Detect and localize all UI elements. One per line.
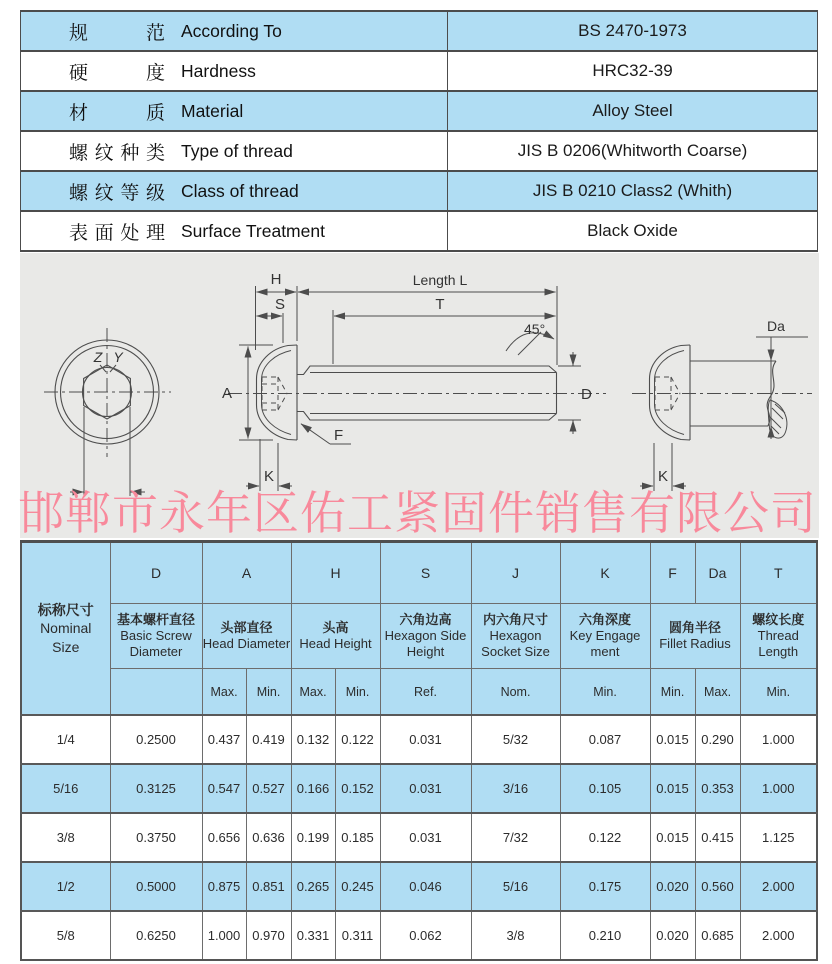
- dim-value-cell: 0.3750: [110, 813, 202, 862]
- dim-data-row: [21, 911, 817, 960]
- spec-row: [21, 211, 818, 251]
- dim-value-cell: 0.046: [380, 862, 471, 911]
- spec-label-cn: 螺纹等级: [69, 182, 165, 204]
- sub-a-min: Min.: [246, 669, 291, 716]
- dim-table-body: [21, 715, 817, 960]
- desc-s: 六角边高 Hexagon Side Height: [380, 604, 471, 669]
- dim-value-cell: 0.087: [560, 715, 650, 764]
- dim-value-cell: 0.6250: [110, 911, 202, 960]
- sub-header-row: [21, 669, 817, 716]
- dim-value-cell: 0.875: [202, 862, 246, 911]
- spec-label-en: Hardness: [181, 60, 256, 81]
- spec-row: [21, 131, 818, 171]
- dim-value-cell: 0.290: [695, 715, 740, 764]
- dim-value-cell: 0.2500: [110, 715, 202, 764]
- dim-value-cell: 0.685: [695, 911, 740, 960]
- spec-row: [21, 11, 818, 51]
- dim-value-cell: 0.199: [291, 813, 335, 862]
- dim-value-cell: 0.311: [335, 911, 380, 960]
- sub-s-ref: Ref.: [380, 669, 471, 716]
- dim-value-cell: 0.031: [380, 715, 471, 764]
- sub-t-min: Min.: [740, 669, 817, 716]
- dim-nominal-cell: 1/2: [21, 862, 110, 911]
- spec-label-en: Type of thread: [181, 140, 293, 161]
- col-letter-t: T: [740, 542, 817, 604]
- dim-value-cell: 0.437: [202, 715, 246, 764]
- dim-value-cell: 0.331: [291, 911, 335, 960]
- dim-nominal-cell: 5/8: [21, 911, 110, 960]
- dim-value-cell: 1.000: [740, 764, 817, 813]
- spec-value: Black Oxide: [448, 211, 818, 251]
- spec-label-cell: [21, 11, 448, 51]
- spec-table-body: [21, 11, 818, 251]
- spec-label-cn: 表面处理: [69, 222, 165, 244]
- spec-label-en: According To: [181, 20, 282, 41]
- dim-value-cell: 0.132: [291, 715, 335, 764]
- dim-value-cell: 0.015: [650, 715, 695, 764]
- spec-row: [21, 91, 818, 131]
- col-letter-a: A: [202, 542, 291, 604]
- k-dim-label: K: [263, 468, 275, 485]
- spec-value: BS 2470-1973: [448, 11, 818, 51]
- desc-t: 螺纹长度 Thread Length: [740, 604, 817, 669]
- k-side-dim-label: K: [657, 468, 669, 485]
- dim-value-cell: 1.000: [740, 715, 817, 764]
- h-dim-label: H: [270, 271, 282, 288]
- dim-value-cell: 0.031: [380, 764, 471, 813]
- spec-value: Alloy Steel: [448, 91, 818, 131]
- dim-value-cell: 2.000: [740, 911, 817, 960]
- dim-value-cell: 0.265: [291, 862, 335, 911]
- dim-data-row: [21, 764, 817, 813]
- desc-f-da: 圆角半径 Fillet Radius: [650, 604, 740, 669]
- end-view: [632, 318, 812, 491]
- spec-label-cell: [21, 51, 448, 91]
- col-letter-d: D: [110, 542, 202, 604]
- letter-row: [21, 542, 817, 604]
- dim-data-row: [21, 813, 817, 862]
- nominal-en-line2: Size: [52, 638, 80, 655]
- dim-nominal-cell: 1/4: [21, 715, 110, 764]
- spec-label-en: Surface Treatment: [181, 220, 325, 241]
- spec-label-cn: 硬度: [69, 62, 165, 84]
- dim-value-cell: 2.000: [740, 862, 817, 911]
- z-label: Z: [93, 349, 103, 365]
- sub-d: [110, 669, 202, 716]
- desc-k: 六角深度 Key Engage ment: [560, 604, 650, 669]
- col-letter-h: H: [291, 542, 380, 604]
- dim-value-cell: 0.560: [695, 862, 740, 911]
- t-dim-label: T: [435, 296, 445, 313]
- dimension-table: [20, 540, 818, 961]
- sub-f-min: Min.: [650, 669, 695, 716]
- deg45-label: 45°: [524, 321, 546, 337]
- dim-nominal-cell: 3/8: [21, 813, 110, 862]
- dim-value-cell: 0.105: [560, 764, 650, 813]
- dim-value-cell: 0.970: [246, 911, 291, 960]
- dim-value-cell: 5/32: [471, 715, 560, 764]
- sub-j-nom: Nom.: [471, 669, 560, 716]
- dim-value-cell: 0.245: [335, 862, 380, 911]
- dim-value-cell: 7/32: [471, 813, 560, 862]
- d-dim-label: D: [581, 386, 592, 403]
- sub-a-max: Max.: [202, 669, 246, 716]
- dim-value-cell: 0.185: [335, 813, 380, 862]
- spec-label-cn: 螺纹种类: [69, 142, 165, 164]
- dim-value-cell: 0.166: [291, 764, 335, 813]
- dim-value-cell: 0.015: [650, 764, 695, 813]
- dim-value-cell: 5/16: [471, 862, 560, 911]
- spec-label-cn: 规范: [69, 22, 165, 44]
- dim-value-cell: 0.062: [380, 911, 471, 960]
- dim-value-cell: 0.122: [335, 715, 380, 764]
- spec-label-en: Material: [181, 100, 244, 121]
- dim-value-cell: 0.353: [695, 764, 740, 813]
- spec-label-cell: [21, 171, 448, 211]
- desc-d: 基本螺杆直径 Basic Screw Diameter: [110, 604, 202, 669]
- dim-value-cell: 0.5000: [110, 862, 202, 911]
- dim-value-cell: 0.152: [335, 764, 380, 813]
- s-dim-label: S: [274, 296, 286, 313]
- desc-a: 头部直径 Head Diameter: [202, 604, 291, 669]
- spec-label-cell: [21, 91, 448, 131]
- da-dim-label: Da: [767, 318, 785, 334]
- dim-value-cell: 0.656: [202, 813, 246, 862]
- dim-data-row: [21, 715, 817, 764]
- dim-value-cell: 3/16: [471, 764, 560, 813]
- dim-value-cell: 1.125: [740, 813, 817, 862]
- watermark-text: 邯郸市永年区佑工紧固件销售有限公司: [18, 487, 817, 539]
- length-l-label: Length L: [412, 272, 468, 288]
- dim-value-cell: 0.3125: [110, 764, 202, 813]
- nominal-size-header: [21, 542, 110, 716]
- spec-value: HRC32-39: [448, 51, 818, 91]
- dim-nominal-cell: 5/16: [21, 764, 110, 813]
- desc-h: 头高 Head Height: [291, 604, 380, 669]
- dim-data-row: [21, 862, 817, 911]
- dim-value-cell: 0.020: [650, 862, 695, 911]
- spec-table: [20, 10, 818, 252]
- dim-value-cell: 3/8: [471, 911, 560, 960]
- spec-label-cell: [21, 131, 448, 171]
- front-view: [44, 328, 171, 496]
- dim-table-header: [21, 542, 817, 716]
- col-letter-k: K: [560, 542, 650, 604]
- f-dim-label: F: [334, 427, 344, 444]
- dim-value-cell: 0.851: [246, 862, 291, 911]
- dim-value-cell: 0.210: [560, 911, 650, 960]
- col-letter-j: J: [471, 542, 560, 604]
- sub-h-min: Min.: [335, 669, 380, 716]
- spec-label-cn: 材质: [69, 102, 165, 124]
- col-letter-s: S: [380, 542, 471, 604]
- dim-value-cell: 1.000: [202, 911, 246, 960]
- dim-value-cell: 0.015: [650, 813, 695, 862]
- dim-value-cell: 0.175: [560, 862, 650, 911]
- dim-value-cell: 0.419: [246, 715, 291, 764]
- spec-row: [21, 51, 818, 91]
- a-dim-label: A: [221, 385, 233, 402]
- sub-da-max: Max.: [695, 669, 740, 716]
- nominal-en-line1: Nominal: [40, 620, 92, 637]
- spec-label-cell: [21, 211, 448, 251]
- sub-h-max: Max.: [291, 669, 335, 716]
- spec-value: JIS B 0210 Class2 (Whith): [448, 171, 818, 211]
- y-label: Y: [113, 349, 123, 365]
- col-letter-da: Da: [695, 542, 740, 604]
- side-view: [222, 271, 606, 491]
- dim-value-cell: 0.415: [695, 813, 740, 862]
- col-letter-f: F: [650, 542, 695, 604]
- desc-j: 内六角尺寸 Hexagon Socket Size: [471, 604, 560, 669]
- dim-value-cell: 0.020: [650, 911, 695, 960]
- dim-value-cell: 0.636: [246, 813, 291, 862]
- nominal-cn: 标称尺寸: [37, 602, 94, 619]
- dim-value-cell: 0.031: [380, 813, 471, 862]
- spec-value: JIS B 0206(Whitworth Coarse): [448, 131, 818, 171]
- dim-value-cell: 0.527: [246, 764, 291, 813]
- dim-value-cell: 0.547: [202, 764, 246, 813]
- sub-k-min: Min.: [560, 669, 650, 716]
- description-row: [21, 604, 817, 669]
- spec-label-en: Class of thread: [181, 180, 299, 201]
- dim-value-cell: 0.122: [560, 813, 650, 862]
- spec-row: [21, 171, 818, 211]
